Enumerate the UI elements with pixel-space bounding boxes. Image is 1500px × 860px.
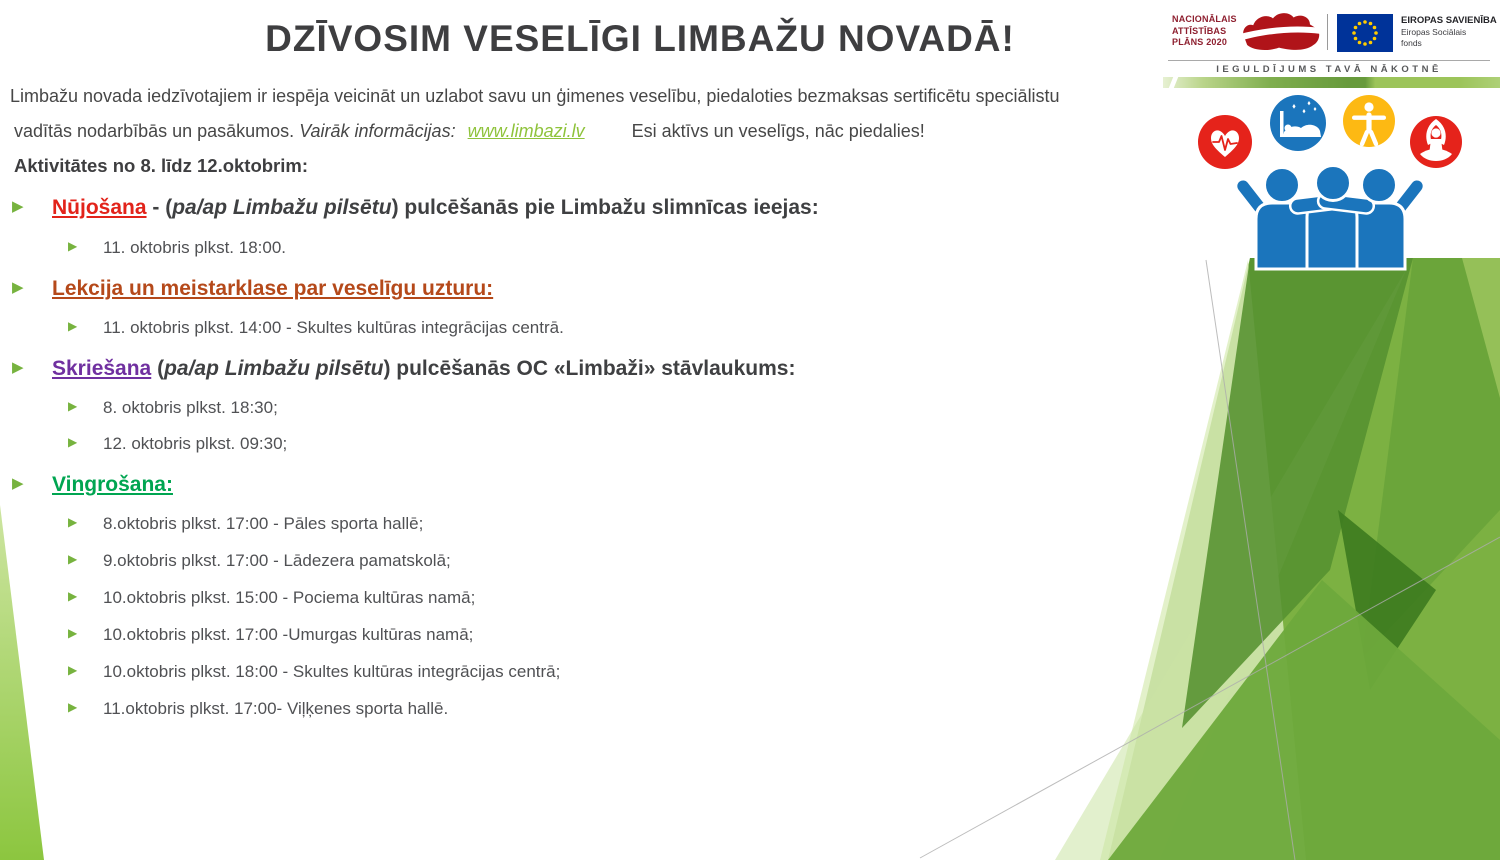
activity-time: 10.oktobris plkst. 18:00 - Skultes kultūras integrācijas centrā; [103,662,561,681]
eu-flag-icon [1337,14,1393,52]
nap-2020-logo [1172,14,1236,49]
eu-title: EIROPAS SAVIENĪBA [1401,15,1497,26]
sub-bullet-arrow-icon: ▶ [68,589,78,603]
activity-post: ) pulcēšanās pie Limbažu slimnīcas ieejas: [391,196,819,219]
activity-italic: pa/ap Limbažu pilsētu [172,196,392,219]
sub-bullet-arrow-icon: ▶ [68,239,78,253]
activity-name: Vingrošana: [52,473,173,496]
latvia-map-icon [1236,10,1322,56]
sub-bullet-arrow-icon: ▶ [68,626,78,640]
activity-name: Skriešana [52,357,152,380]
sub-bullet-arrow-icon: ▶ [68,515,78,529]
nap-line2: ATTĪSTĪBAS [1172,25,1227,36]
intro-line1: Limbažu novada iedzīvotajiem ir iespēja veicināt un uzlabot savu un ģimenes veselību, piedaloties bezmaksas sertificētu speciālistu [10,86,1060,106]
bullet-arrow-icon: ▶ [12,475,24,492]
sub-bullet-arrow-icon: ▶ [68,319,78,333]
logo-divider [1327,14,1328,50]
activity-time: 11. oktobris plkst. 18:00. [103,238,287,257]
gradient-strip [1163,77,1500,88]
nap-line1: NACIONĀLAIS [1172,14,1237,24]
yoga-icon [1410,116,1462,168]
bullet-arrow-icon: ▶ [12,279,24,296]
sub-bullet-arrow-icon: ▶ [68,552,78,566]
strip-slash [1169,77,1178,88]
activity-time: 11.oktobris plkst. 17:00- Viļķenes sporta hallē. [103,699,449,718]
activity-row-nujosana [0,196,1150,220]
activity-name: Nūjošana [52,196,147,219]
activity-time: 8. oktobris plkst. 18:30; [103,398,278,417]
sub-bullet-arrow-icon: ▶ [68,399,78,413]
eu-subtitle2: fonds [1401,37,1422,48]
activities-subtitle: Aktivitātes no 8. līdz 12.oktobrim: [14,155,309,176]
intro-line2-tail: Esi aktīvs un veselīgs, nāc piedalies! [631,121,925,141]
activity-time: 12. oktobris plkst. 09:30; [103,434,288,453]
bullet-arrow-icon: ▶ [12,359,24,376]
sleep-icon [1270,95,1326,151]
intro-line2 [14,121,1149,142]
facet-background [850,258,1500,860]
activity-time-row [0,238,1150,258]
health-illustration [1190,95,1480,275]
activity-name: Lekcija un meistarklase par veselīgu uzturu: [52,277,494,300]
banner-rule [1168,60,1490,61]
activity-italic: pa/ap Limbažu pilsētu [164,357,384,380]
intro-line2-text: vadītās nodarbībās un pasākumos. [14,121,295,141]
sub-bullet-arrow-icon: ▶ [68,435,78,449]
investment-banner: IEGULDĪJUMS TAVĀ NĀKOTNĒ [1216,64,1442,75]
exercise-icon [1343,95,1395,147]
activity-time: 11. oktobris plkst. 14:00 - Skultes kultūras integrācijas centrā. [103,318,564,337]
activity-pre: - ( [146,196,173,219]
eu-subtitle1: Eiropas Sociālais [1401,26,1467,37]
activity-time: 9.oktobris plkst. 17:00 - Lādezera pamatskolā; [103,551,451,570]
sub-bullet-arrow-icon: ▶ [68,663,78,677]
sub-bullet-arrow-icon: ▶ [68,700,78,714]
bullet-arrow-icon: ▶ [12,198,24,215]
heart-cardio-icon [1198,115,1252,169]
eu-label [1401,15,1500,48]
activity-time: 10.oktobris plkst. 17:00 -Umurgas kultūras namā; [103,625,474,644]
intro-line2-italic: Vairāk informācijas: [294,121,456,141]
activity-time: 10.oktobris plkst. 15:00 - Pociema kultūras namā; [103,588,476,607]
nap-line3: PLĀNS 2020 [1172,37,1228,48]
people-group-icon [1233,166,1427,270]
activity-post: ) pulcēšanās OC «Limbaži» stāvlaukums: [383,357,796,380]
more-info-link[interactable]: www.limbazi.lv [467,121,585,141]
page-title: DZĪVOSIM VESELĪGI LIMBAŽU NOVADĀ! [265,18,1015,59]
activity-pre: ( [151,357,165,380]
left-wedge [0,500,46,860]
activity-time: 8.oktobris plkst. 17:00 - Pāles sporta hallē; [103,514,424,533]
